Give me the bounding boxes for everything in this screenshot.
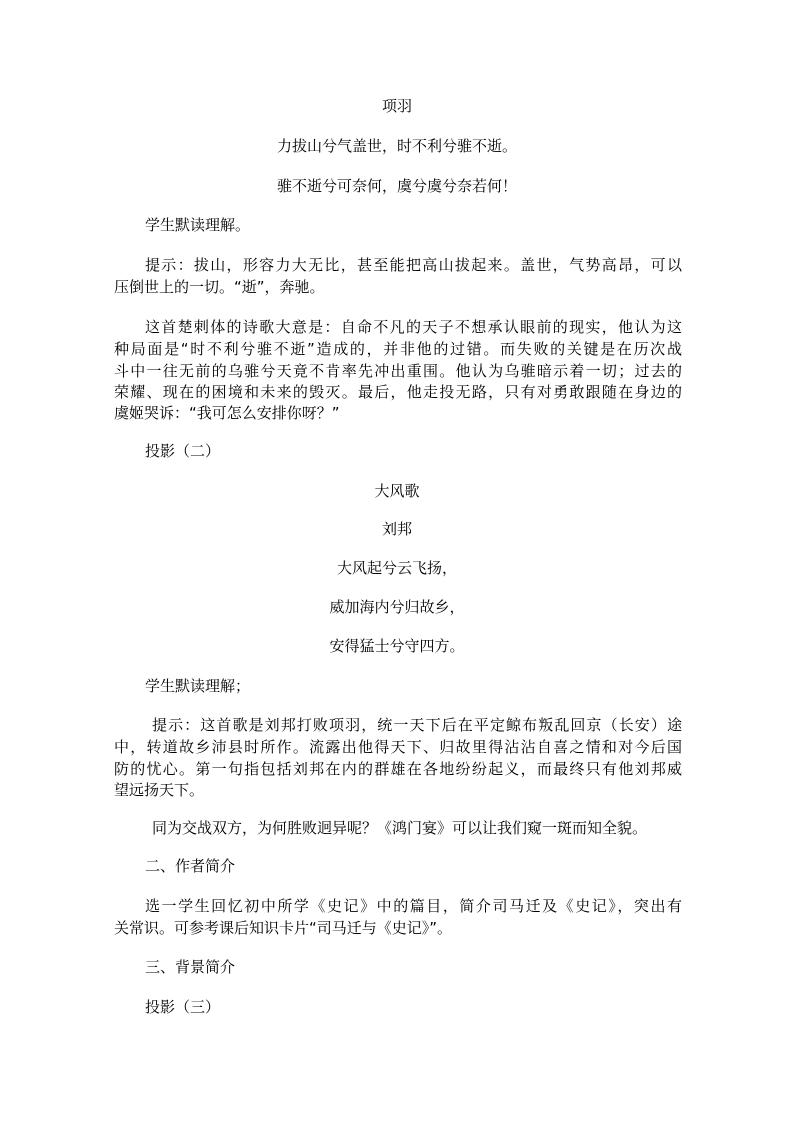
hint-line: 望远扬天下。 (114, 781, 205, 799)
poem-title-dafengge: 大风歌 (374, 482, 420, 500)
explanation-line: 荣耀、现在的困境和未来的毁灭。最后，他走投无路，只有对勇敢跟随在身边的 (114, 383, 682, 401)
poem-title-xiangyu: 项羽 (381, 97, 412, 115)
hint-line: 提示：拔山，形容力大无比，甚至能把高山拔起来。盖世，气势高昂，可以 (145, 256, 682, 274)
hint-line: 压倒世上的一切。“逝”，奔驰。 (114, 278, 325, 296)
poem-author: 刘邦 (381, 520, 412, 538)
author-intro-line: 选一学生回忆初中所学《史记》中的篇目，简介司马迁及《史记》，突出有 (145, 897, 682, 915)
author-intro-line: 关常识。可参考课后知识卡片“司马迁与《史记》”。 (114, 919, 453, 937)
explanation-line: 斗中一往无前的乌骓兮天竟不肯率先冲出重围。他认为乌骓暗示着一切；过去的 (114, 362, 682, 380)
projection-label: 投影（三） (145, 998, 221, 1016)
section-heading-background: 三、背景简介 (145, 958, 236, 976)
section-heading-author: 二、作者简介 (145, 857, 236, 875)
poem-line: 力拔山兮气盖世，时不利兮骓不逝。 (276, 137, 517, 155)
instruction-text: 学生默读理解。 (145, 216, 251, 234)
hint-line: 中，转道故乡沛县时所作。流露出他得天下、归故里得沾沾自喜之情和对今后国 (114, 738, 682, 756)
instruction-text: 学生默读理解； (145, 677, 251, 695)
question-text: 同为交战双方，为何胜败迥异呢？《鸿门宴》可以让我们窥一斑而知全貌。 (152, 819, 648, 837)
poem-line: 安得猛士兮守四方。 (329, 637, 465, 655)
projection-label: 投影（二） (145, 442, 221, 460)
poem-line: 骓不逝兮可奈何，虞兮虞兮奈若何！ (276, 177, 517, 195)
explanation-line: 种局面是“时不利兮骓不逝”造成的，并非他的过错。而失败的关键是在历次战 (114, 340, 682, 358)
explanation-line: 这首楚剌体的诗歌大意是：自命不凡的天子不想承认眼前的现实，他认为这 (145, 318, 682, 336)
hint-line: 防的忧心。第一句指包括刘邦在内的群雄在各地纷纷起义，而最终只有他刘邦威 (114, 760, 682, 778)
poem-line: 威加海内兮归故乡， (329, 598, 465, 616)
hint-line: 提示：这首歌是刘邦打败项羽，统一天下后在平定鲸布叛乱回京（长安）途 (152, 716, 682, 734)
explanation-line: 虞姬哭诉：“我可怎么安排你呀？” (114, 404, 340, 422)
poem-line: 大风起兮云飞扬， (336, 559, 457, 577)
